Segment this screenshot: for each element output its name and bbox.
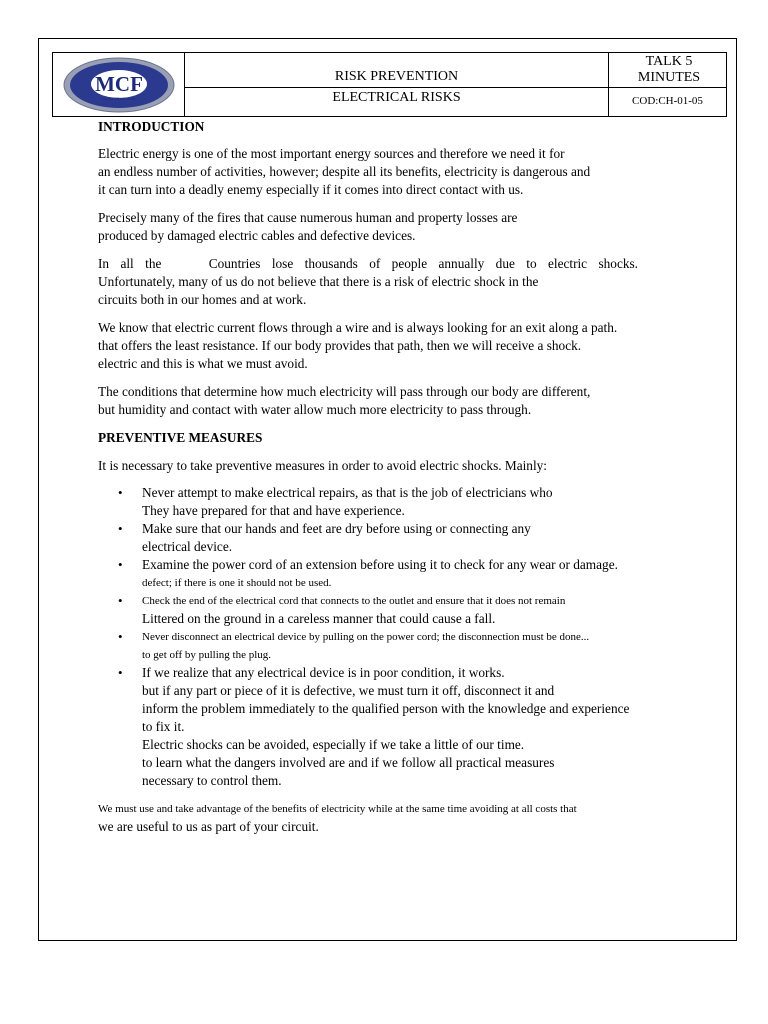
logo-subtext: CONSTRUCCIÓN xyxy=(102,96,136,101)
text-line: Unfortunately, many of us do not believe that there is a risk of electric shock in the xyxy=(98,274,539,289)
text-line: inform the problem immediately to the qualified person with the knowledge and experience xyxy=(142,701,630,716)
paragraph xyxy=(98,383,648,419)
title-cell xyxy=(185,53,609,88)
text-line: to get off by pulling the plug. xyxy=(142,649,272,661)
text-line: Examine the power cord of an extension before using it to check for any wear or damage. xyxy=(142,557,618,572)
text-line: The conditions that determine how much electricity will pass through our body are different, xyxy=(98,384,591,399)
preventive-list xyxy=(98,484,648,790)
bullet-icon: • xyxy=(118,593,123,608)
text-line: If we realize that any electrical device is in poor condition, it works. xyxy=(142,665,505,680)
paragraph xyxy=(98,255,648,309)
text-line: We must use and take advantage of the benefits of electricity while at the same time avoiding at all costs that xyxy=(98,803,577,815)
text-line: we are useful to us as part of your circuit. xyxy=(98,819,319,834)
list-item xyxy=(98,664,648,736)
closing-paragraph xyxy=(98,800,648,836)
list-item xyxy=(98,592,648,628)
text-line: Precisely many of the fires that cause numerous human and property losses are xyxy=(98,210,518,225)
text-line: circuits both in our homes and at work. xyxy=(98,292,307,307)
text-line: Electric shocks can be avoided, especially if we take a little of our time. xyxy=(142,737,525,752)
text-line: an endless number of activities, however; despite all its benefits, electricity is dangerous and xyxy=(98,164,591,179)
paragraph xyxy=(98,145,648,199)
bullet-icon: • xyxy=(118,521,123,536)
paragraph xyxy=(98,209,648,245)
text-line: to learn what the dangers involved are and if we follow all practical measures xyxy=(142,755,555,770)
code-cell xyxy=(609,88,726,116)
talk-cell xyxy=(609,53,726,88)
list-item xyxy=(98,520,648,556)
text-line: to fix it. xyxy=(142,719,185,734)
talk-duration: MINUTES xyxy=(637,70,701,85)
text-line: Make sure that our hands and feet are dry before using or connecting any xyxy=(142,521,531,536)
talk-label: TALK 5 xyxy=(645,54,693,69)
text-line: but if any part or piece of it is defective, we must turn it off, disconnect it and xyxy=(142,683,555,698)
text-line: Electric energy is one of the most important energy sources and therefore we need it for xyxy=(98,146,565,161)
text-line: Never attempt to make electrical repairs, as that is the job of electricians who xyxy=(142,485,553,500)
company-logo xyxy=(53,53,185,116)
lead-sentence: It is necessary to take preventive measures in order to avoid electric shocks. Mainly: xyxy=(98,458,547,473)
document-code: COD:CH-01-05 xyxy=(632,95,703,107)
text-line: necessary to control them. xyxy=(142,773,282,788)
text-line: electric and this is what we must avoid. xyxy=(98,356,308,371)
logo-cell xyxy=(53,53,185,116)
document-title: RISK PREVENTION xyxy=(334,69,459,84)
text-line: electrical device. xyxy=(142,539,233,554)
text-line: produced by damaged electric cables and defective devices. xyxy=(98,228,416,243)
logo-text: MCF xyxy=(95,72,143,96)
text-line: it can turn into a deadly enemy especially if it comes into direct contact with us. xyxy=(98,182,524,197)
list-item xyxy=(98,628,648,664)
text-line: Check the end of the electrical cord that connects to the outlet and ensure that it does not remain xyxy=(142,595,566,607)
text-line: defect; if there is one it should not be used. xyxy=(142,577,332,589)
subtitle-cell xyxy=(185,88,609,116)
bullet-icon: • xyxy=(118,629,123,644)
text-line: Littered on the ground in a careless manner that could cause a fall. xyxy=(142,611,496,626)
text-line: They have prepared for that and have experience. xyxy=(142,503,405,518)
text-line: In all the Countries lose thousands of people annually due to electric shocks. xyxy=(98,256,638,271)
bullet-icon: • xyxy=(118,557,123,572)
text-line: Never disconnect an electrical device by pulling on the power cord; the disconnection must be done... xyxy=(142,631,590,643)
bullet-icon: • xyxy=(118,665,123,680)
document-body xyxy=(98,118,648,836)
section-heading-preventive-measures: PREVENTIVE MEASURES xyxy=(98,430,263,445)
document-header xyxy=(52,52,727,117)
list-item xyxy=(98,484,648,520)
paragraph xyxy=(98,319,648,373)
text-line: We know that electric current flows through a wire and is always looking for an exit along a path. xyxy=(98,320,618,335)
text-line: that offers the least resistance. If our body provides that path, then we will receive a shock. xyxy=(98,338,582,353)
list-item xyxy=(98,556,648,592)
section-heading-introduction: INTRODUCTION xyxy=(98,119,205,134)
text-line: but humidity and contact with water allow much more electricity to pass through. xyxy=(98,402,532,417)
list-item xyxy=(98,736,648,790)
bullet-icon: • xyxy=(118,485,123,500)
document-subtitle: ELECTRICAL RISKS xyxy=(332,90,461,105)
